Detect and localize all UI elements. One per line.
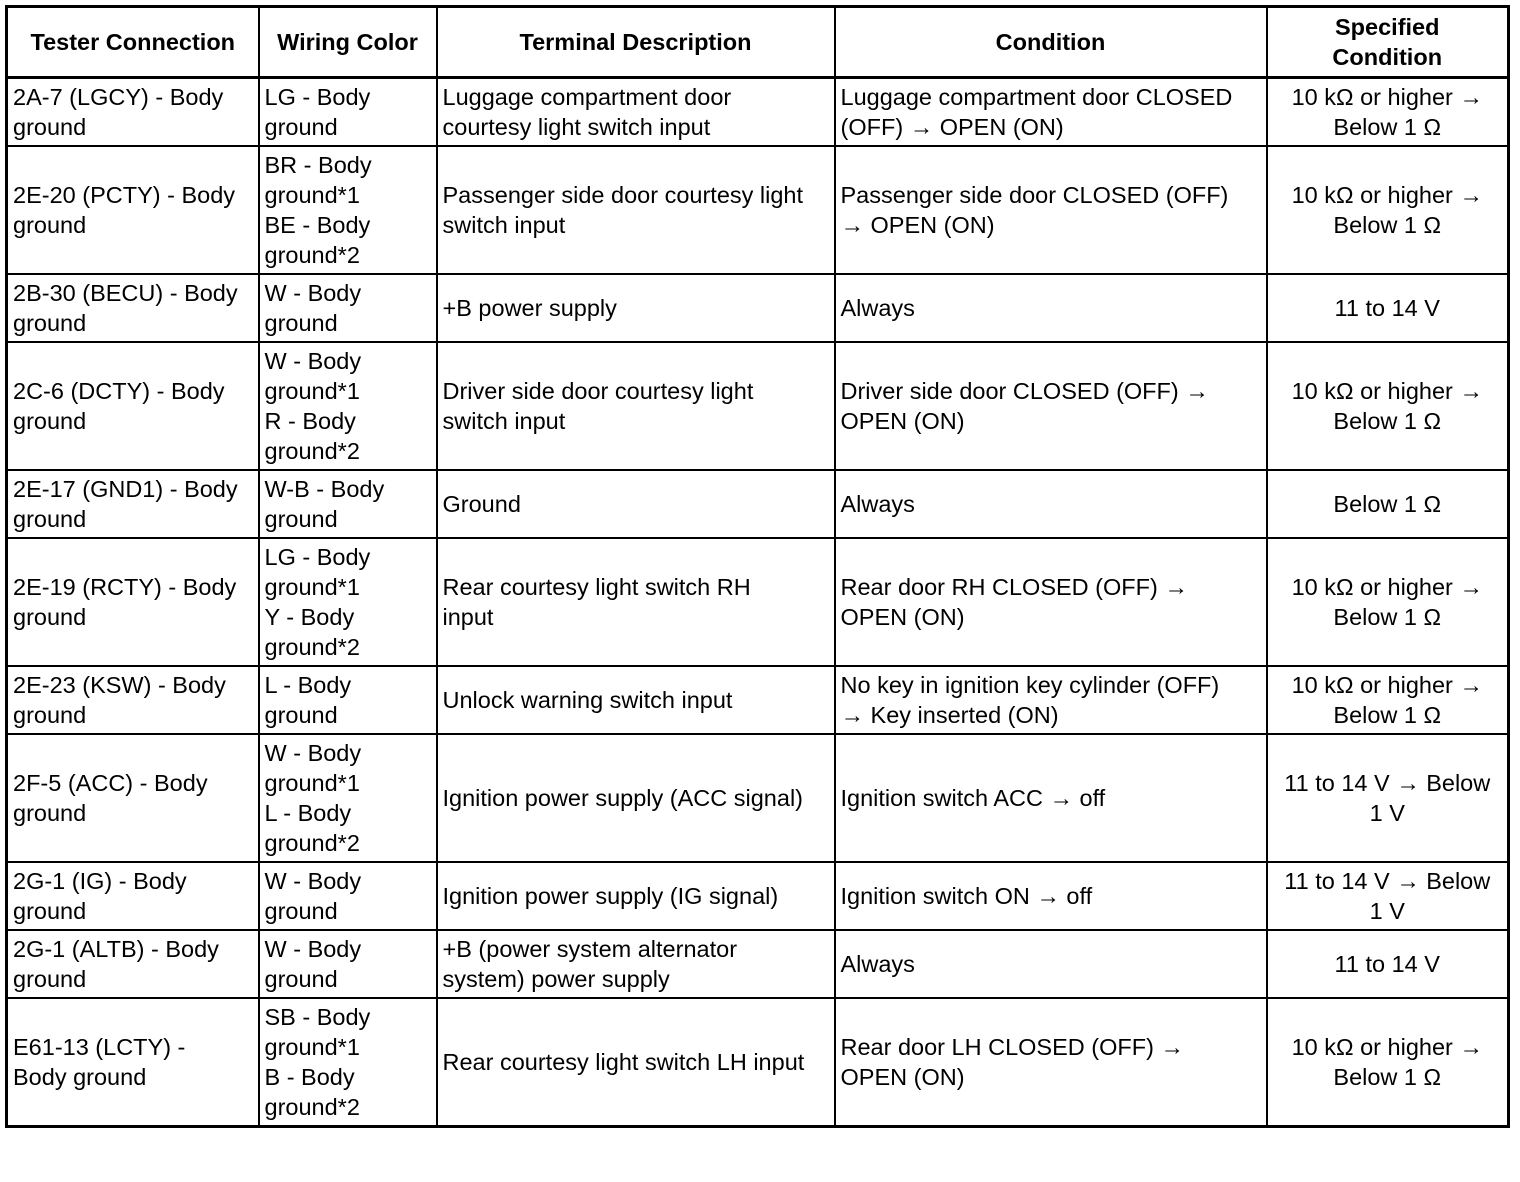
cell-specified-condition: [1267, 274, 1509, 342]
cell-terminal-description-line: Luggage compartment door: [442, 84, 732, 110]
cell-tester-connection-line: 2E-17 (GND1) - Body: [13, 476, 238, 502]
cell-condition-line: (OFF) → OPEN (ON): [840, 114, 1064, 140]
cell-specified-condition-line: 10 kΩ or higher →: [1291, 1034, 1483, 1060]
cell-tester-connection-line: ground: [13, 966, 87, 992]
cell-condition-line: Rear door RH CLOSED (OFF) →: [840, 574, 1188, 600]
cell-condition-line: Luggage compartment door CLOSED: [840, 84, 1233, 110]
cell-condition-line: OPEN (ON): [840, 1064, 965, 1090]
table-row: [7, 470, 1509, 538]
cell-tester-connection-line: ground: [13, 408, 87, 434]
cell-specified-condition: [1267, 734, 1509, 862]
cell-wiring-color-line: Y - Body: [264, 604, 355, 630]
cell-wiring-color-line: ground: [264, 966, 338, 992]
table-row: [7, 734, 1509, 862]
cell-wiring-color: [259, 538, 437, 666]
cell-condition: [835, 930, 1267, 998]
table-row: [7, 862, 1509, 930]
cell-terminal-description: [437, 342, 835, 470]
cell-condition: [835, 862, 1267, 930]
cell-wiring-color-line: W - Body: [264, 740, 362, 766]
cell-specified-condition-line: 10 kΩ or higher →: [1291, 574, 1483, 600]
cell-wiring-color-line: B - Body: [264, 1064, 355, 1090]
cell-condition: [835, 998, 1267, 1127]
cell-wiring-color-line: R - Body: [264, 408, 356, 434]
cell-tester-connection-line: ground: [13, 800, 87, 826]
cell-terminal-description: [437, 930, 835, 998]
cell-specified-condition-line: Below 1 Ω: [1333, 604, 1442, 630]
cell-tester-connection-line: 2C-6 (DCTY) - Body: [13, 378, 225, 404]
cell-specified-condition: [1267, 930, 1509, 998]
header-specified-condition: [1267, 7, 1509, 78]
cell-tester-connection-line: 2E-20 (PCTY) - Body: [13, 182, 236, 208]
cell-tester-connection: [7, 538, 259, 666]
table-row: [7, 930, 1509, 998]
cell-wiring-color-line: ground: [264, 702, 338, 728]
cell-condition-line: Passenger side door CLOSED (OFF): [840, 182, 1229, 208]
cell-terminal-description: [437, 666, 835, 734]
cell-wiring-color-line: W - Body: [264, 868, 362, 894]
cell-terminal-description-line: Ignition power supply (ACC signal): [442, 785, 803, 811]
cell-wiring-color-line: ground: [264, 506, 338, 532]
table-row: [7, 666, 1509, 734]
cell-wiring-color-line: ground: [264, 114, 338, 140]
cell-tester-connection-line: ground: [13, 604, 87, 630]
cell-condition-line: Ignition switch ON → off: [840, 883, 1093, 909]
cell-condition: [835, 538, 1267, 666]
cell-wiring-color: [259, 146, 437, 274]
cell-specified-condition-line: 10 kΩ or higher →: [1291, 182, 1483, 208]
cell-wiring-color: [259, 666, 437, 734]
cell-wiring-color-line: LG - Body: [264, 544, 371, 570]
cell-condition: [835, 146, 1267, 274]
cell-condition-line: → Key inserted (ON): [840, 702, 1059, 728]
cell-condition-line: Rear door LH CLOSED (OFF) →: [840, 1034, 1184, 1060]
cell-wiring-color-line: W-B - Body: [264, 476, 385, 502]
cell-wiring-color-line: W - Body: [264, 280, 362, 306]
cell-terminal-description: [437, 470, 835, 538]
cell-terminal-description-line: Driver side door courtesy light: [442, 378, 754, 404]
cell-specified-condition-line: Below 1 Ω: [1333, 114, 1442, 140]
cell-wiring-color-line: ground*2: [264, 1094, 360, 1120]
cell-terminal-description-line: Passenger side door courtesy light: [442, 182, 804, 208]
cell-tester-connection-line: Body ground: [13, 1064, 147, 1090]
cell-condition: [835, 734, 1267, 862]
cell-specified-condition: [1267, 538, 1509, 666]
cell-tester-connection-line: ground: [13, 702, 87, 728]
cell-terminal-description: [437, 146, 835, 274]
table-row: [7, 274, 1509, 342]
cell-wiring-color-line: BE - Body: [264, 212, 371, 238]
cell-condition-line: Ignition switch ACC → off: [840, 785, 1106, 811]
cell-tester-connection: [7, 930, 259, 998]
cell-condition-line: OPEN (ON): [840, 408, 965, 434]
cell-wiring-color-line: ground*2: [264, 634, 360, 660]
cell-terminal-description: [437, 78, 835, 147]
cell-wiring-color-line: ground*2: [264, 242, 360, 268]
cell-tester-connection-line: ground: [13, 212, 87, 238]
cell-specified-condition-line: 11 to 14 V: [1334, 951, 1440, 977]
cell-tester-connection: [7, 78, 259, 147]
cell-terminal-description-line: Rear courtesy light switch RH: [442, 574, 751, 600]
cell-tester-connection-line: 2E-19 (RCTY) - Body: [13, 574, 237, 600]
header-specified-line: Condition: [1332, 44, 1443, 70]
cell-condition-line: Always: [840, 295, 915, 321]
cell-specified-condition: [1267, 470, 1509, 538]
cell-specified-condition: [1267, 146, 1509, 274]
cell-condition: [835, 666, 1267, 734]
cell-condition: [835, 78, 1267, 147]
cell-specified-condition-line: 10 kΩ or higher →: [1291, 672, 1483, 698]
cell-specified-condition-line: 11 to 14 V → Below: [1284, 868, 1491, 894]
cell-wiring-color-line: ground*2: [264, 830, 360, 856]
cell-tester-connection-line: 2B-30 (BECU) - Body: [13, 280, 238, 306]
header-terminal-description: Terminal Description: [437, 7, 835, 78]
cell-wiring-color-line: ground*1: [264, 182, 360, 208]
cell-wiring-color-line: BR - Body: [264, 152, 372, 178]
cell-wiring-color-line: ground*1: [264, 574, 360, 600]
cell-terminal-description-line: +B power supply: [442, 295, 617, 321]
cell-specified-condition-line: 10 kΩ or higher →: [1291, 84, 1483, 110]
cell-tester-connection: [7, 342, 259, 470]
cell-specified-condition: [1267, 342, 1509, 470]
cell-tester-connection-line: ground: [13, 506, 87, 532]
cell-tester-connection: [7, 470, 259, 538]
cell-condition-line: → OPEN (ON): [840, 212, 995, 238]
cell-wiring-color: [259, 734, 437, 862]
cell-terminal-description-line: Rear courtesy light switch LH input: [442, 1049, 805, 1075]
cell-specified-condition-line: 1 V: [1369, 800, 1405, 826]
cell-wiring-color-line: SB - Body: [264, 1004, 371, 1030]
cell-condition: [835, 470, 1267, 538]
cell-wiring-color-line: ground*1: [264, 1034, 360, 1060]
cell-tester-connection-line: 2A-7 (LGCY) - Body: [13, 84, 224, 110]
cell-terminal-description: [437, 862, 835, 930]
header-tester-connection: Tester Connection: [7, 7, 259, 78]
inspection-table: [5, 5, 1510, 1128]
cell-tester-connection: [7, 862, 259, 930]
cell-wiring-color-line: L - Body: [264, 672, 352, 698]
cell-terminal-description-line: Unlock warning switch input: [442, 687, 733, 713]
cell-terminal-description-line: Ignition power supply (IG signal): [442, 883, 779, 909]
cell-specified-condition-line: 11 to 14 V: [1334, 295, 1440, 321]
cell-terminal-description: [437, 538, 835, 666]
table-row: [7, 998, 1509, 1127]
cell-wiring-color-line: ground: [264, 898, 338, 924]
cell-terminal-description-line: courtesy light switch input: [442, 114, 711, 140]
cell-condition: [835, 274, 1267, 342]
cell-wiring-color-line: L - Body: [264, 800, 352, 826]
cell-wiring-color-line: LG - Body: [264, 84, 371, 110]
table-body: [7, 78, 1509, 1127]
cell-specified-condition-line: Below 1 Ω: [1333, 702, 1442, 728]
table-row: [7, 538, 1509, 666]
cell-wiring-color: [259, 930, 437, 998]
cell-specified-condition: [1267, 998, 1509, 1127]
cell-specified-condition: [1267, 862, 1509, 930]
cell-tester-connection: [7, 734, 259, 862]
cell-wiring-color: [259, 470, 437, 538]
cell-terminal-description-line: switch input: [442, 408, 566, 434]
cell-wiring-color-line: ground*1: [264, 770, 360, 796]
cell-wiring-color-line: W - Body: [264, 936, 362, 962]
cell-wiring-color-line: ground*2: [264, 438, 360, 464]
table-row: [7, 146, 1509, 274]
header-condition: Condition: [835, 7, 1267, 78]
cell-wiring-color-line: ground: [264, 310, 338, 336]
cell-tester-connection-line: ground: [13, 310, 87, 336]
cell-specified-condition: [1267, 666, 1509, 734]
cell-condition-line: Driver side door CLOSED (OFF) →: [840, 378, 1209, 404]
cell-specified-condition-line: 11 to 14 V → Below: [1284, 770, 1491, 796]
cell-wiring-color-line: ground*1: [264, 378, 360, 404]
cell-tester-connection: [7, 666, 259, 734]
header-wiring-color: Wiring Color: [259, 7, 437, 78]
cell-tester-connection-line: 2G-1 (ALTB) - Body: [13, 936, 219, 962]
cell-specified-condition-line: Below 1 Ω: [1333, 212, 1442, 238]
cell-tester-connection-line: E61-13 (LCTY) -: [13, 1034, 186, 1060]
table-header: [7, 7, 1509, 78]
cell-terminal-description-line: +B (power system alternator: [442, 936, 738, 962]
cell-terminal-description-line: input: [442, 604, 494, 630]
cell-specified-condition-line: Below 1 Ω: [1333, 491, 1442, 517]
cell-terminal-description: [437, 998, 835, 1127]
cell-terminal-description-line: system) power supply: [442, 966, 670, 992]
cell-tester-connection-line: ground: [13, 114, 87, 140]
cell-tester-connection-line: ground: [13, 898, 87, 924]
cell-wiring-color: [259, 342, 437, 470]
cell-specified-condition-line: 1 V: [1369, 898, 1405, 924]
cell-tester-connection-line: 2G-1 (IG) - Body: [13, 868, 187, 894]
cell-wiring-color: [259, 78, 437, 147]
cell-specified-condition-line: 10 kΩ or higher →: [1291, 378, 1483, 404]
cell-condition-line: Always: [840, 491, 915, 517]
cell-tester-connection: [7, 274, 259, 342]
cell-wiring-color: [259, 998, 437, 1127]
table-row: [7, 78, 1509, 147]
cell-tester-connection: [7, 998, 259, 1127]
cell-terminal-description: [437, 734, 835, 862]
cell-condition-line: No key in ignition key cylinder (OFF): [840, 672, 1220, 698]
cell-condition: [835, 342, 1267, 470]
cell-terminal-description-line: switch input: [442, 212, 566, 238]
cell-specified-condition: [1267, 78, 1509, 147]
cell-specified-condition-line: Below 1 Ω: [1333, 408, 1442, 434]
cell-specified-condition-line: Below 1 Ω: [1333, 1064, 1442, 1090]
cell-wiring-color: [259, 862, 437, 930]
table-row: [7, 342, 1509, 470]
cell-condition-line: Always: [840, 951, 915, 977]
header-row: [7, 7, 1509, 78]
header-specified-line: Specified: [1335, 14, 1440, 40]
cell-tester-connection-line: 2E-23 (KSW) - Body: [13, 672, 226, 698]
cell-terminal-description: [437, 274, 835, 342]
cell-terminal-description-line: Ground: [442, 491, 521, 517]
cell-tester-connection-line: 2F-5 (ACC) - Body: [13, 770, 208, 796]
cell-wiring-color-line: W - Body: [264, 348, 362, 374]
cell-tester-connection: [7, 146, 259, 274]
cell-wiring-color: [259, 274, 437, 342]
cell-condition-line: OPEN (ON): [840, 604, 965, 630]
